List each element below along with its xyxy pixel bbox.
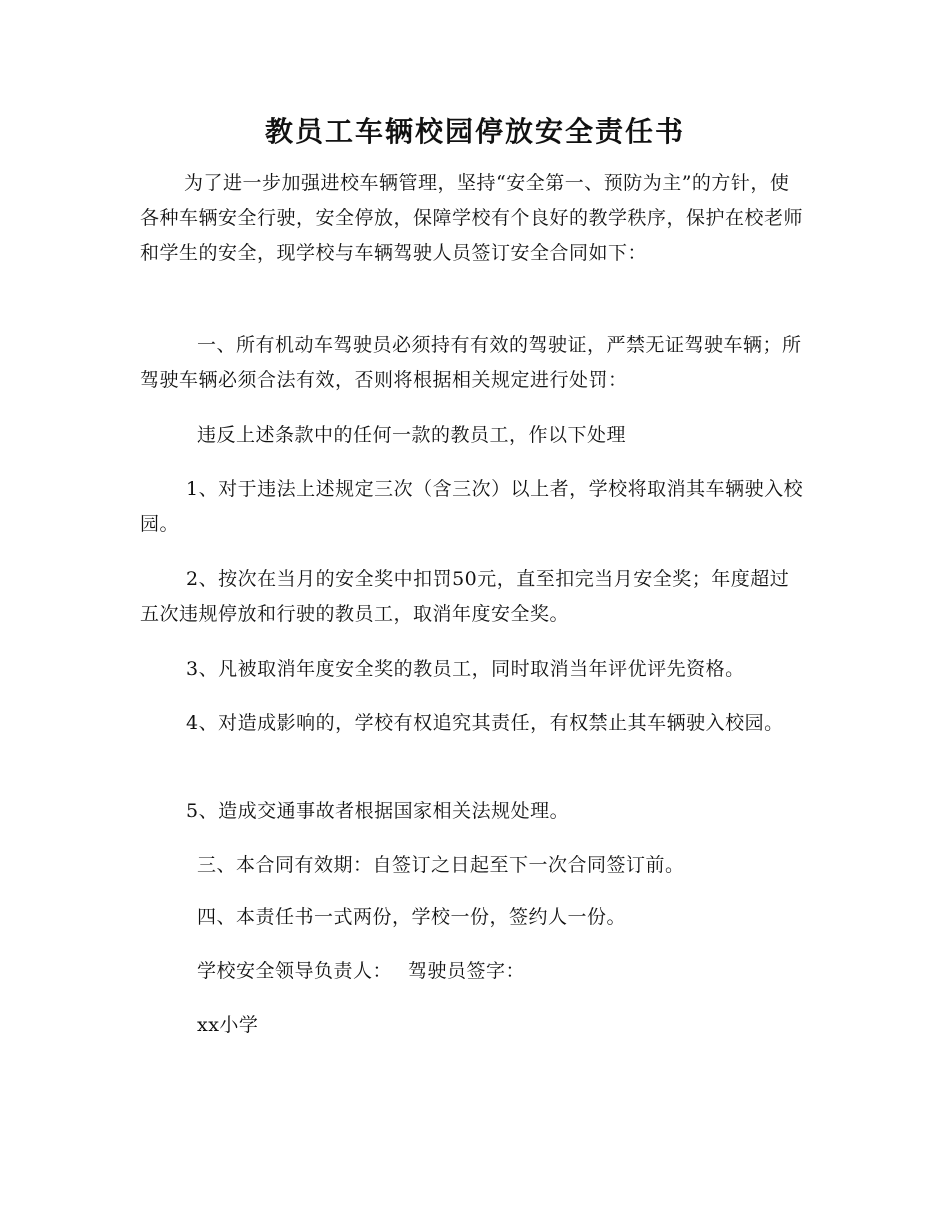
section-one-paragraph: 一、所有机动车驾驶员必须持有有效的驾驶证，严禁无证驾驶车辆；所驾驶车辆必须合法有效，否则将根据相关规定进行处罚： <box>140 334 802 391</box>
school-name: xx小学 <box>197 1014 259 1036</box>
rule-item-4: 4、对造成影响的，学校有权追究其责任，有权禁止其车辆驶入校园。 <box>186 712 784 734</box>
school-signature-label: 学校安全领导负责人： <box>197 960 393 982</box>
section-three-paragraph: 三、本合同有效期：自签订之日起至下一次合同签订前。 <box>197 854 685 876</box>
violation-lead-paragraph: 违反上述条款中的任何一款的教员工，作以下处理 <box>197 424 627 446</box>
document-title: 教员工车辆校园停放安全责任书 <box>264 115 685 148</box>
rule-item-1: 1、对于违法上述规定三次（含三次）以上者，学校将取消其车辆驶入校园。 <box>140 478 804 535</box>
driver-signature-label: 驾驶员签字： <box>408 960 526 982</box>
rule-item-2: 2、按次在当月的安全奖中扣罚50元，直至扣完当月安全奖；年度超过五次违规停放和行驶的教员工，取消年度安全奖。 <box>140 568 790 625</box>
rule-item-5: 5、造成交通事故者根据国家相关法规处理。 <box>186 800 570 822</box>
section-four-paragraph: 四、本责任书一式两份，学校一份，签约人一份。 <box>197 906 627 928</box>
rule-item-3: 3、凡被取消年度安全奖的教员工，同时取消当年评优评先资格。 <box>186 658 745 680</box>
signature-row <box>140 954 808 989</box>
intro-paragraph: 为了进一步加强进校车辆管理，坚持“安全第一、预防为主”的方针，使各种车辆安全行驶，安全停放，保障学校有个良好的教学秩序，保护在校老师和学生的安全，现学校与车辆驾驶人员签订安全合同如下： <box>140 172 804 264</box>
